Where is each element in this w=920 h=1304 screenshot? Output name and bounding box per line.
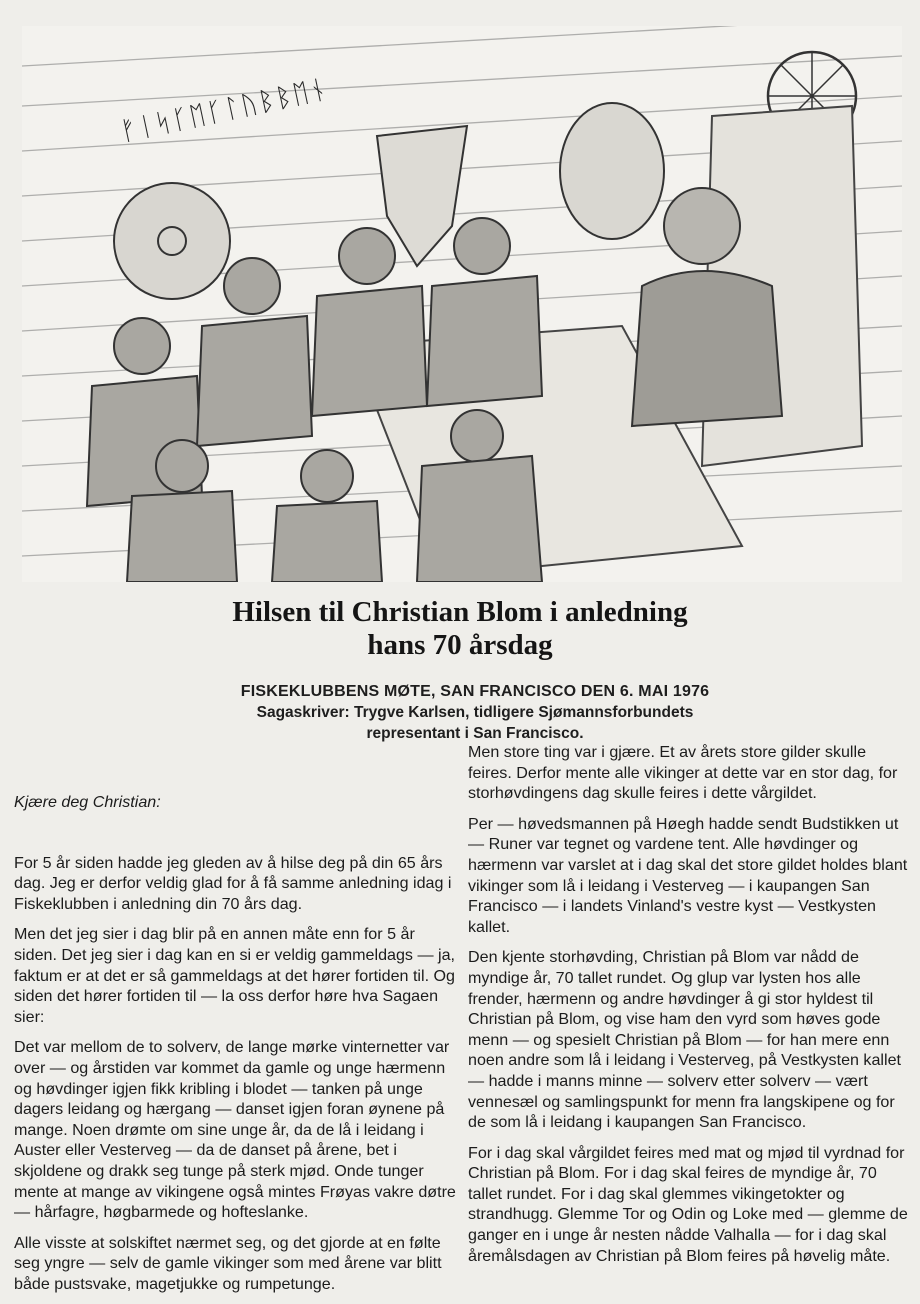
meeting-line: FISKEKLUBBENS MØTE, SAN FRANCISCO DEN 6. MAI 1976 <box>240 683 710 700</box>
paragraph: Men det jeg sier i dag blir på en annen måte enn for 5 år siden. Det jeg sier i dag kan en si er veldig gammeldags — ja, faktum er at det er så gammeldags at det hører fortiden til. Og siden det hører fortiden til — la oss derfor høre hva Sagaen sier: <box>14 925 456 1026</box>
article-title <box>150 596 770 662</box>
paragraph: For 5 år siden hadde jeg gleden av å hilse deg på din 65 års dag. Jeg er derfor veldig glad for å få samme anledning idag i Fiskeklubben i anledning din 70 års dag. <box>14 853 452 913</box>
article-subheading <box>190 681 760 744</box>
paragraph: Alle visste at solskiftet nærmet seg, og det gjorde at en følte seg yngre — selv de gamle vikinger som med årene var blitt både pustsvake, magetjukke og rumpetunge. <box>14 1233 442 1293</box>
paragraph: Den kjente storhøvding, Christian på Blom var nådd de myndige år, 70 tallet rundet. Og glup var lysten hos alle frender, hærmenn og andre høvdinger å gi stor hyldest til Christian på Blom, og vise ham den vyrd som høves gode menn — og spesielt Christian på Blom — for han mere enn noen andre som lå i leidang i Vesterveg, på Vestkysten kallet — hadde i manns minne — solverv etter solverv — vært vennesæl og samlingspunkt for menn fra langskipene og for de som lå i leidang i kaupangen San Francisco. <box>468 948 902 1132</box>
right-column <box>468 742 914 1276</box>
title-line-1: Hilsen til Christian Blom i anledning <box>232 596 688 628</box>
paragraph: Det var mellom de to solverv, de lange mørke vinternetter var over — og årstiden var kommet da gamle og unge hærmenn og høvdinger igjen fikk kribling i blodet — tanken på unge dagers leidang og hærgang — danset igjen foran øynene på mange. Noen drømte om sine unge år, da de lå i leidang i Auster eller Vesterveg — da de danset på årene, bet i skjoldene og drakk seg tunge på sterk mjød. Onde tunger mente at mange av vikingene også mintes Frøyas vakre døtre — hårfagre, høgbarmede og hofteslanke. <box>14 1038 456 1222</box>
author-line-2: representant i San Francisco. <box>366 725 584 742</box>
paragraph: Per — høvedsmannen på Høegh hadde sendt Budstikken ut — Runer var tegnet og vardene tent. Alle høvdinger og hærmenn var varslet at i dag skal det store gildet holdes blant vikinger som lå i leidang i Vesterveg — i kaupangen San Francisco — i landets Vinland's vestre kyst — Vestkysten kallet. <box>468 814 908 936</box>
rune-inscription: ᚠᛁᛋᚴᛖᚴᛚᚢᛒᛒᛖᚾ <box>118 74 331 148</box>
greeting: Kjære deg Christian: <box>14 793 161 811</box>
paragraph: Men store ting var i gjære. Et av årets store gilder skulle feires. Derfor mente alle vikinger at dette var en stor dag, for storhøvdingens dag skulle feires i dette vårgildet. <box>468 743 898 803</box>
left-column <box>14 792 460 1304</box>
author-line-1: Sagaskriver: Trygve Karlsen, tidligere Sjømannsforbundets <box>256 704 694 721</box>
paragraph: For i dag skal vårgildet feires med mat og mjød til vyrdnad for Christian på Blom. For i dag skal feires de myndige år, 70 tallet rundet. For i dag skal glemmes vikingetokter og strandhugg. Glemme Tor og Odin og Loke med — glemme de ganger en i unge år nesten nådde Valhalla — for i dag skal åremålsdagen av Christian på Blom feires på høvelig måte. <box>468 1143 908 1265</box>
title-line-2: hans 70 årsdag <box>367 629 553 661</box>
viking-feast-illustration <box>22 26 902 582</box>
